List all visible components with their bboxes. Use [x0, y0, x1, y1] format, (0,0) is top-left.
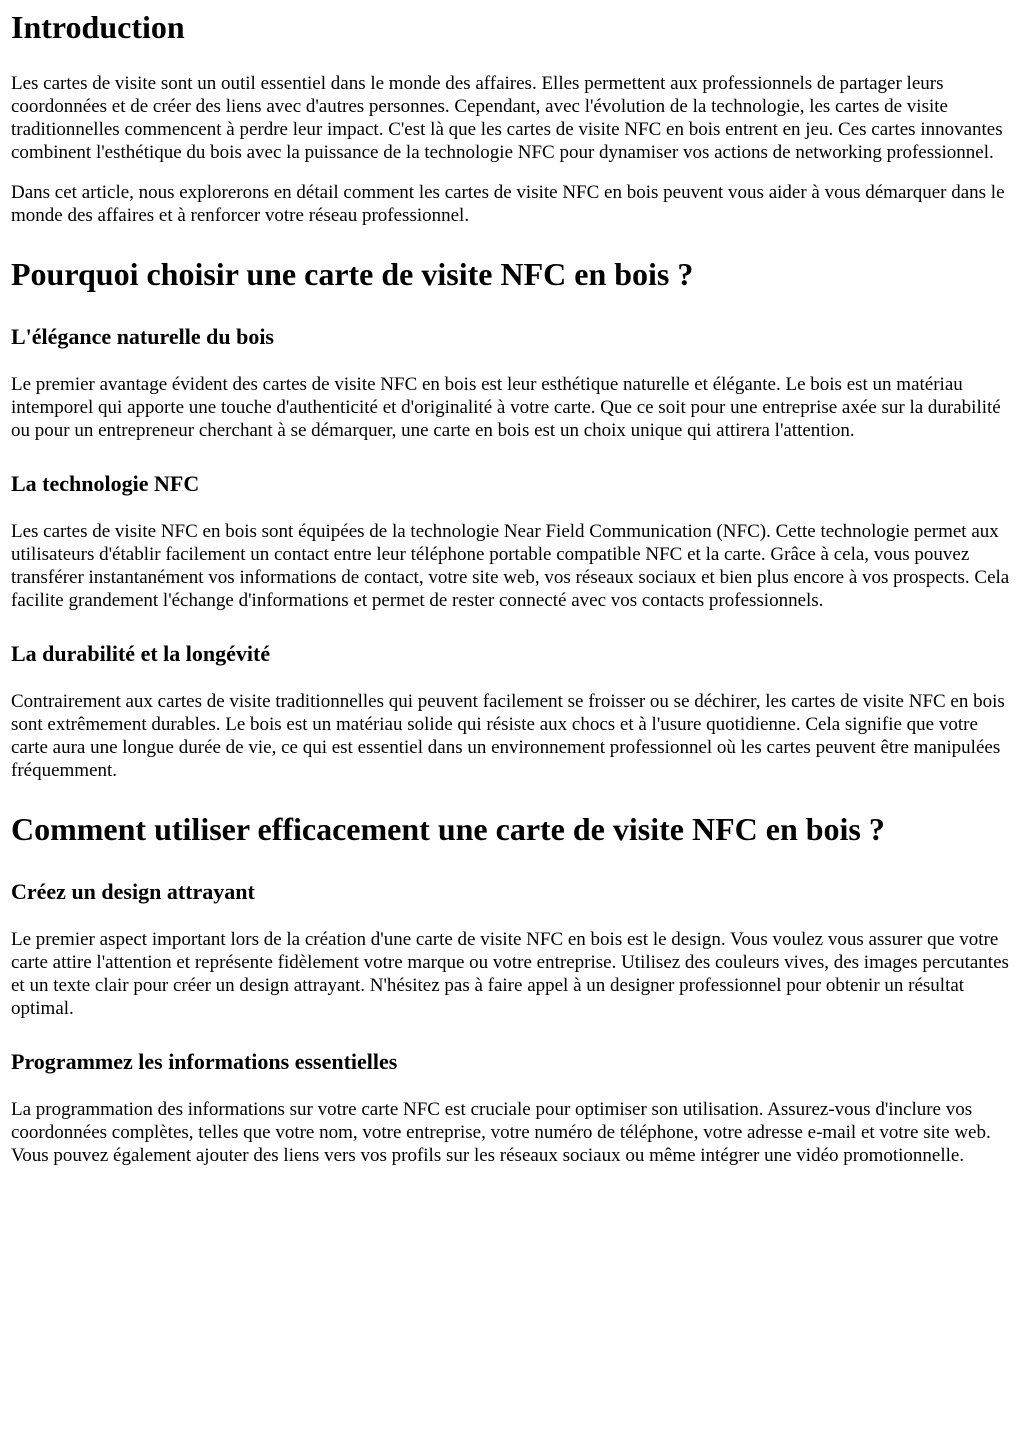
how-text-programming: La programmation des informations sur votre carte NFC est cruciale pour optimiser son utilisation. Assurez-vous d'inclure vos coordonnées complètes, telles que votre nom, votre entreprise, votre numéro de téléphone, votre adresse e-mail et votre site web. Vous pouvez également ajouter des liens vers vos profils sur les réseaux sociaux ou même intégrer une vidéo promotionnelle. — [11, 1099, 991, 1166]
why-heading-nfc: La technologie NFC — [11, 471, 200, 496]
how-text-design: Le premier aspect important lors de la création d'une carte de visite NFC en bois est le design. Vous voulez vous assurer que votre carte attire l'attention et représente fidèlement votre marque ou votre entreprise. Utilisez des couleurs vives, des images percutantes et un texte clair pour créer un design attrayant. N'hésitez pas à faire appel à un designer professionnel pour obtenir un résultat optimal. — [11, 929, 1009, 1019]
how-title: Comment utiliser efficacement une carte de visite NFC en bois ? — [11, 811, 885, 847]
why-title: Pourquoi choisir une carte de visite NFC en bois ? — [11, 256, 694, 292]
intro-paragraph-2: Dans cet article, nous explorerons en détail comment les cartes de visite NFC en bois peuvent vous aider à vous démarquer dans le monde des affaires et à renforcer votre réseau professionnel. — [11, 182, 1005, 226]
intro-title: Introduction — [11, 9, 185, 45]
intro-paragraph-1: Les cartes de visite sont un outil essentiel dans le monde des affaires. Elles permettent aux professionnels de partager leurs coordonnées et de créer des liens avec d'autres personnes. Cependant, avec l'évolution de la technologie, les cartes de visite traditionnelles commencent à perdre leur impact. C'est là que les cartes de visite NFC en bois entrent en jeu. Ces cartes innovantes combinent l'esthétique du bois avec la puissance de la technologie NFC pour dynamiser vos actions de networking professionnel. — [11, 73, 1003, 163]
why-heading-durability: La durabilité et la longévité — [11, 641, 271, 666]
how-heading-programming: Programmez les informations essentielles — [11, 1049, 398, 1074]
how-heading-design: Créez un design attrayant — [11, 879, 255, 904]
why-text-elegance: Le premier avantage évident des cartes de visite NFC en bois est leur esthétique naturelle et élégante. Le bois est un matériau intemporel qui apporte une touche d'authenticité et d'originalité à votre carte. Que ce soit pour une entreprise axée sur la durabilité ou pour un entrepreneur cherchant à se démarquer, une carte en bois est un choix unique qui attirera l'attention. — [11, 374, 1001, 441]
article — [0, 9, 1024, 1167]
why-heading-elegance: L'élégance naturelle du bois — [11, 324, 274, 349]
why-text-durability: Contrairement aux cartes de visite traditionnelles qui peuvent facilement se froisser ou se déchirer, les cartes de visite NFC en bois sont extrêmement durables. Le bois est un matériau solide qui résiste aux chocs et à l'usure quotidienne. Cela signifie que votre carte aura une longue durée de vie, ce qui est essentiel dans un environnement professionnel où les cartes peuvent être manipulées fréquemment. — [11, 691, 1005, 781]
why-text-nfc: Les cartes de visite NFC en bois sont équipées de la technologie Near Field Communication (NFC). Cette technologie permet aux utilisateurs d'établir facilement un contact entre leur téléphone portable compatible NFC et la carte. Grâce à cela, vous pouvez transférer instantanément vos informations de contact, votre site web, vos réseaux sociaux et bien plus encore à vos prospects. Cela facilite grandement l'échange d'informations et permet de rester connecté avec vos contacts professionnels. — [11, 521, 1010, 611]
